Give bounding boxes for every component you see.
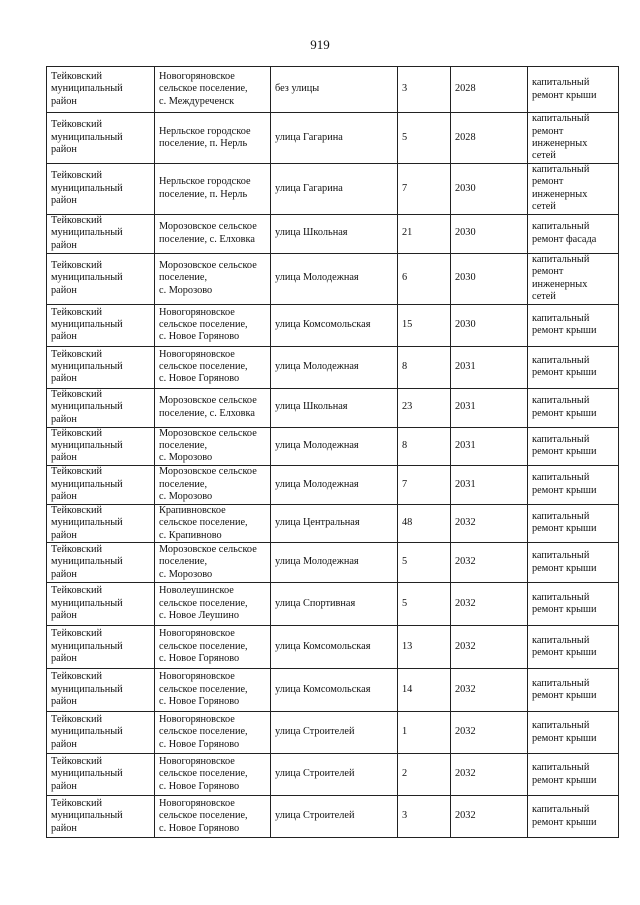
year-cell: 2031 — [451, 346, 528, 388]
street-cell: улица Молодежная — [271, 427, 398, 465]
settlement-cell: Новолеушинское сельское поселение, с. Новое Леушино — [155, 583, 271, 626]
work-type-cell: капитальный ремонт крыши — [528, 465, 619, 504]
street-cell: улица Школьная — [271, 214, 398, 253]
settlement-cell: Нерльское городское поселение, п. Нерль — [155, 113, 271, 164]
street-cell: улица Комсомольская — [271, 626, 398, 669]
work-type-cell: капитальный ремонт крыши — [528, 712, 619, 754]
work-type-cell: капитальный ремонт крыши — [528, 504, 619, 542]
house-number-cell: 13 — [398, 626, 451, 669]
year-cell: 2031 — [451, 465, 528, 504]
work-type-cell: капитальный ремонт инженерных сетей — [528, 113, 619, 164]
house-number-cell: 3 — [398, 67, 451, 113]
settlement-cell: Новогоряновское сельское поселение, с. Междуреченск — [155, 67, 271, 113]
year-cell: 2028 — [451, 113, 528, 164]
street-cell: улица Строителей — [271, 796, 398, 838]
settlement-cell: Новогоряновское сельское поселение, с. Новое Горяново — [155, 712, 271, 754]
street-cell: улица Гагарина — [271, 113, 398, 164]
table-row — [47, 626, 619, 669]
year-cell: 2032 — [451, 504, 528, 542]
work-type-cell: капитальный ремонт крыши — [528, 754, 619, 796]
district-cell: Тейковский муниципальный район — [47, 543, 155, 583]
table-row — [47, 164, 619, 215]
house-number-cell: 7 — [398, 164, 451, 215]
district-cell: Тейковский муниципальный район — [47, 427, 155, 465]
settlement-cell: Морозовское сельское поселение, с. Морозово — [155, 543, 271, 583]
table-row — [47, 113, 619, 164]
table-row — [47, 583, 619, 626]
street-cell: улица Молодежная — [271, 465, 398, 504]
table-row — [47, 346, 619, 388]
street-cell: без улицы — [271, 67, 398, 113]
repair-schedule-table — [46, 66, 619, 838]
settlement-cell: Новогоряновское сельское поселение, с. Новое Горяново — [155, 796, 271, 838]
settlement-cell: Новогоряновское сельское поселение, с. Новое Горяново — [155, 754, 271, 796]
work-type-cell: капитальный ремонт крыши — [528, 346, 619, 388]
table-row — [47, 304, 619, 346]
table-row — [47, 669, 619, 712]
district-cell: Тейковский муниципальный район — [47, 304, 155, 346]
district-cell: Тейковский муниципальный район — [47, 388, 155, 427]
street-cell: улица Молодежная — [271, 543, 398, 583]
house-number-cell: 7 — [398, 465, 451, 504]
house-number-cell: 3 — [398, 796, 451, 838]
street-cell: улица Строителей — [271, 754, 398, 796]
street-cell: улица Школьная — [271, 388, 398, 427]
house-number-cell: 5 — [398, 113, 451, 164]
table-row — [47, 253, 619, 304]
settlement-cell: Морозовское сельское поселение, с. Морозово — [155, 427, 271, 465]
district-cell: Тейковский муниципальный район — [47, 164, 155, 215]
year-cell: 2028 — [451, 67, 528, 113]
table-row — [47, 465, 619, 504]
year-cell: 2032 — [451, 626, 528, 669]
house-number-cell: 23 — [398, 388, 451, 427]
district-cell: Тейковский муниципальный район — [47, 465, 155, 504]
page-number: 919 — [310, 37, 330, 52]
district-cell: Тейковский муниципальный район — [47, 712, 155, 754]
house-number-cell: 5 — [398, 583, 451, 626]
table-row — [47, 796, 619, 838]
work-type-cell: капитальный ремонт крыши — [528, 427, 619, 465]
work-type-cell: капитальный ремонт крыши — [528, 388, 619, 427]
table-row — [47, 543, 619, 583]
settlement-cell: Новогоряновское сельское поселение, с. Новое Горяново — [155, 304, 271, 346]
year-cell: 2032 — [451, 669, 528, 712]
house-number-cell: 5 — [398, 543, 451, 583]
table-row — [47, 388, 619, 427]
table-row — [47, 427, 619, 465]
work-type-cell: капитальный ремонт крыши — [528, 796, 619, 838]
settlement-cell: Морозовское сельское поселение, с. Морозово — [155, 465, 271, 504]
settlement-cell: Крапивновское сельское поселение, с. Крапивново — [155, 504, 271, 542]
settlement-cell: Новогоряновское сельское поселение, с. Новое Горяново — [155, 346, 271, 388]
year-cell: 2031 — [451, 388, 528, 427]
year-cell: 2030 — [451, 214, 528, 253]
work-type-cell: капитальный ремонт крыши — [528, 626, 619, 669]
year-cell: 2032 — [451, 712, 528, 754]
house-number-cell: 48 — [398, 504, 451, 542]
district-cell: Тейковский муниципальный район — [47, 626, 155, 669]
work-type-cell: капитальный ремонт крыши — [528, 543, 619, 583]
district-cell: Тейковский муниципальный район — [47, 669, 155, 712]
street-cell: улица Строителей — [271, 712, 398, 754]
house-number-cell: 8 — [398, 427, 451, 465]
settlement-cell: Новогоряновское сельское поселение, с. Новое Горяново — [155, 626, 271, 669]
table-row — [47, 67, 619, 113]
work-type-cell: капитальный ремонт крыши — [528, 67, 619, 113]
house-number-cell: 15 — [398, 304, 451, 346]
year-cell: 2032 — [451, 583, 528, 626]
house-number-cell: 1 — [398, 712, 451, 754]
work-type-cell: капитальный ремонт инженерных сетей — [528, 164, 619, 215]
work-type-cell: капитальный ремонт фасада — [528, 214, 619, 253]
house-number-cell: 2 — [398, 754, 451, 796]
district-cell: Тейковский муниципальный район — [47, 796, 155, 838]
work-type-cell: капитальный ремонт крыши — [528, 583, 619, 626]
year-cell: 2030 — [451, 164, 528, 215]
district-cell: Тейковский муниципальный район — [47, 504, 155, 542]
year-cell: 2030 — [451, 253, 528, 304]
table-row — [47, 754, 619, 796]
settlement-cell: Морозовское сельское поселение, с. Елховка — [155, 388, 271, 427]
settlement-cell: Морозовское сельское поселение, с. Морозово — [155, 253, 271, 304]
district-cell: Тейковский муниципальный район — [47, 113, 155, 164]
house-number-cell: 14 — [398, 669, 451, 712]
street-cell: улица Центральная — [271, 504, 398, 542]
year-cell: 2032 — [451, 754, 528, 796]
work-type-cell: капитальный ремонт инженерных сетей — [528, 253, 619, 304]
street-cell: улица Комсомольская — [271, 669, 398, 712]
year-cell: 2032 — [451, 796, 528, 838]
district-cell: Тейковский муниципальный район — [47, 214, 155, 253]
district-cell: Тейковский муниципальный район — [47, 346, 155, 388]
street-cell: улица Молодежная — [271, 253, 398, 304]
year-cell: 2030 — [451, 304, 528, 346]
street-cell: улица Спортивная — [271, 583, 398, 626]
settlement-cell: Новогоряновское сельское поселение, с. Новое Горяново — [155, 669, 271, 712]
street-cell: улица Молодежная — [271, 346, 398, 388]
street-cell: улица Гагарина — [271, 164, 398, 215]
settlement-cell: Морозовское сельское поселение, с. Елховка — [155, 214, 271, 253]
settlement-cell: Нерльское городское поселение, п. Нерль — [155, 164, 271, 215]
table-row — [47, 214, 619, 253]
house-number-cell: 8 — [398, 346, 451, 388]
street-cell: улица Комсомольская — [271, 304, 398, 346]
work-type-cell: капитальный ремонт крыши — [528, 669, 619, 712]
table-row — [47, 712, 619, 754]
district-cell: Тейковский муниципальный район — [47, 67, 155, 113]
table-row — [47, 504, 619, 542]
year-cell: 2031 — [451, 427, 528, 465]
work-type-cell: капитальный ремонт крыши — [528, 304, 619, 346]
house-number-cell: 6 — [398, 253, 451, 304]
district-cell: Тейковский муниципальный район — [47, 754, 155, 796]
district-cell: Тейковский муниципальный район — [47, 583, 155, 626]
year-cell: 2032 — [451, 543, 528, 583]
house-number-cell: 21 — [398, 214, 451, 253]
district-cell: Тейковский муниципальный район — [47, 253, 155, 304]
